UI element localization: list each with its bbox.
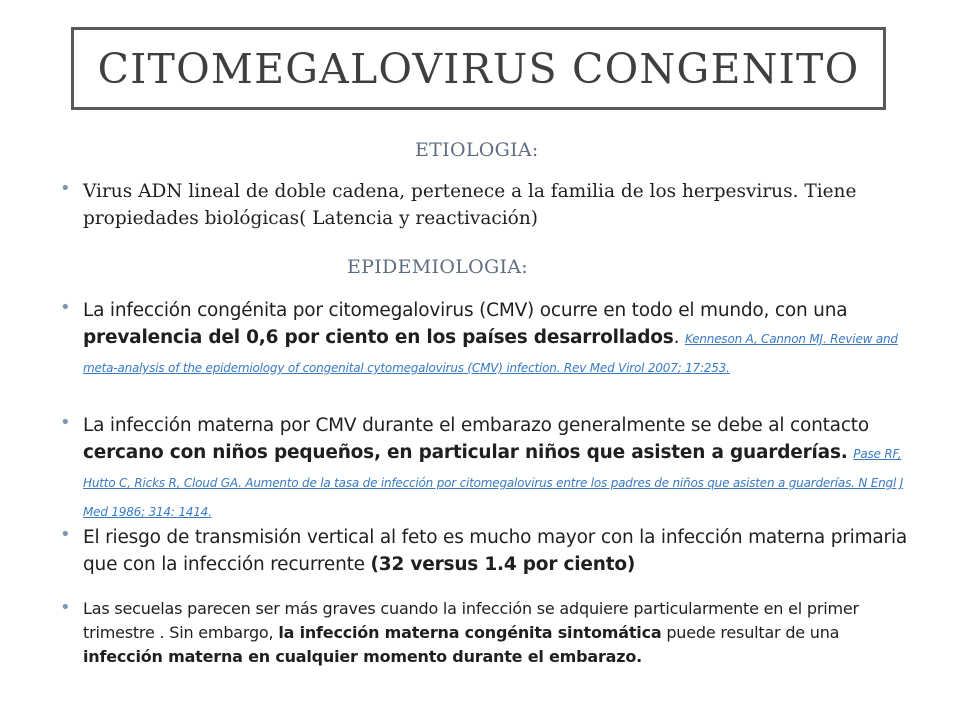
epidemiologia-bullet-3 xyxy=(60,524,915,578)
slide-title: CITOMEGALOVIRUS CONGENITO xyxy=(97,44,860,93)
etiologia-text: Virus ADN lineal de doble cadena, pertenece a la familia de los herpesvirus. Tiene propiedades biológicas( Latencia y reactivación) xyxy=(83,181,857,229)
bullet-dot: • xyxy=(60,178,71,199)
bullet-1-t1: La infección congénita por citomegalovirus (CMV) ocurre en todo el mundo, con una xyxy=(83,300,848,321)
etiologia-heading: ETIOLOGIA: xyxy=(415,139,539,161)
bullet-dot: • xyxy=(60,297,71,318)
epidemiologia-bullet-1 xyxy=(60,297,915,382)
bullet-2-text xyxy=(83,412,915,526)
epidemiologia-heading: EPIDEMIOLOGIA: xyxy=(347,256,528,278)
bullet-1-text xyxy=(83,297,915,382)
bullet-4-bold-1: la infección materna congénita sintomática xyxy=(278,623,662,642)
bullet-3-text xyxy=(83,524,915,578)
epidemiologia-bullet-2 xyxy=(60,412,915,526)
bullet-4-text xyxy=(83,597,915,669)
bullet-3-bold: (32 versus 1.4 por ciento) xyxy=(370,554,636,575)
bullet-1-bold: prevalencia del 0,6 por ciento en los países desarrollados xyxy=(83,327,674,348)
bullet-2-bold: cercano con niños pequeños, en particular niños que asisten a guarderías. xyxy=(83,442,848,463)
bullet-2-t1: La infección materna por CMV durante el embarazo generalmente se debe al contacto xyxy=(83,415,869,436)
bullet-dot: • xyxy=(60,412,71,433)
bullet-1-t2: . xyxy=(673,327,685,348)
bullet-dot: • xyxy=(60,524,71,545)
bullet-3-t1: El riesgo de transmisión vertical al feto es mucho mayor con la infección materna primaria que con la infección recurrente xyxy=(83,527,908,575)
reference-link-pase[interactable]: Pase RF, Hutto C, Ricks R, Cloud GA. Aumento de la tasa de infección por citomegalovirus entre los padres de niños que asisten a guarderías. N Engl J Med 1986; 314: 1414. xyxy=(83,447,904,519)
epidemiologia-bullet-4 xyxy=(60,597,915,669)
title-box xyxy=(71,27,886,110)
bullet-4-bold-2: infección materna en cualquier momento durante el embarazo. xyxy=(83,647,643,666)
bullet-dot: • xyxy=(60,597,71,618)
bullet-4-t1: Las secuelas parecen ser más graves cuando la infección se adquiere particularmente en el primer trimestre . Sin embargo, xyxy=(83,599,859,642)
etiologia-bullet xyxy=(60,178,915,232)
reference-link-kenneson[interactable]: Kenneson A, Cannon MJ. Review and meta-analysis of the epidemiology of congenital cytomegalovirus (CMV) infection. Rev Med Virol 2007; 17:253. xyxy=(83,332,898,375)
bullet-4-t2: puede resultar de una xyxy=(661,623,840,642)
